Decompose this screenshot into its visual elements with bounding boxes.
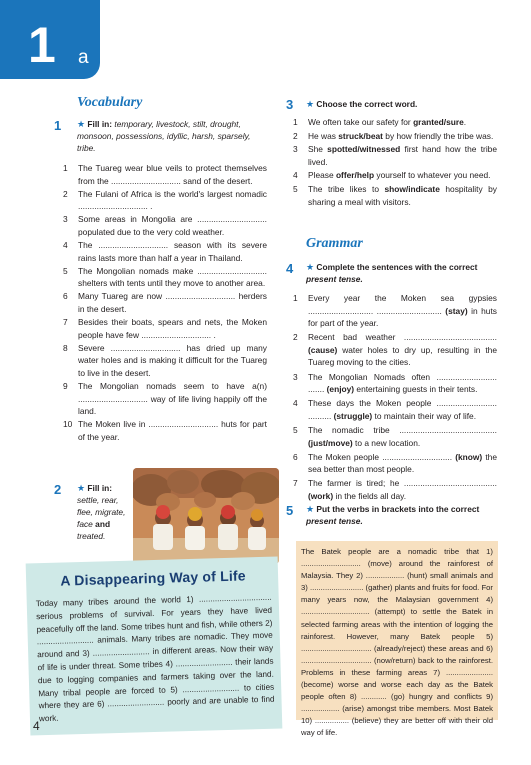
item-text-post: to maintain their way of life. <box>372 410 477 421</box>
star-icon: ★ <box>77 119 86 129</box>
item-text-pre: The Moken people .............................. <box>308 451 456 462</box>
item-text: The Moken live in .............................. huts for part of the year. <box>78 419 267 442</box>
item-number: 4 <box>293 398 298 409</box>
item-text-bold: (struggle) <box>333 410 373 421</box>
exercise-4-tense: present tense. <box>306 274 363 284</box>
item-text-pre: The nomadic tribe .......................................... <box>308 424 497 435</box>
exercise-5-number: 5 <box>286 503 294 518</box>
item-text-bold: (work) <box>308 490 334 501</box>
item-text-pre: Please <box>308 170 336 181</box>
item-text: The .............................. season with its severe rains lasts more than half a year in Thailand. <box>78 240 267 263</box>
list-item <box>293 143 497 168</box>
item-number: 2 <box>293 130 298 141</box>
item-text-bold: (stay) <box>445 305 468 316</box>
list-item <box>63 239 267 264</box>
item-text-pre: Every year the Moken sea gypsies ............................ ............................ <box>308 293 497 316</box>
item-number: 7 <box>63 317 68 328</box>
item-text <box>308 371 497 396</box>
item-text-post: first hand how the tribe lived. <box>308 144 497 167</box>
list-item <box>63 380 267 418</box>
item-text-pre: He was <box>308 130 339 141</box>
star-icon: ★ <box>306 262 315 272</box>
item-number: 6 <box>293 451 298 462</box>
exercise-1-number: 1 <box>54 118 62 133</box>
star-icon: ★ <box>306 504 315 514</box>
item-text-bold: (cause) <box>308 344 338 355</box>
item-text-pre: The farmer is tired; he ........................................ <box>308 478 497 489</box>
exercise-5-instruction-text: Put the verbs in brackets into the correct <box>316 504 480 514</box>
item-number: 5 <box>293 183 298 194</box>
item-number: 5 <box>63 265 68 276</box>
exercise-4-list <box>293 292 497 504</box>
item-text-bold: struck/beat <box>338 130 383 141</box>
story-text: Today many tribes around the world 1) ................................ serious problems of survival. For years they have lived peacefully off the land. Some tribes hunt and fish, while others 2) ......................... animals. Many tribes are nomadic. They move around and 3) ......................... in different areas. Now their way of life is under threat. Some tribes 4) ......................... their lands due to logging companies and farmers taking over the land. Many tribal people are forced to 5) ......................... to cities where they are 6) ......................... poorly and are unable to find work. <box>35 592 275 724</box>
exercise-4-instruction-text: Complete the sentences with the correct <box>316 262 478 272</box>
item-text: The Mongolian nomads seem to have a(n) .............................. way of life living happily off the land. <box>78 381 267 417</box>
item-text: Some areas in Mongolia are .............................. populated due to the very cold weather. <box>78 214 267 237</box>
item-text: Besides their boats, spears and nets, the Moken people have few .............................. . <box>78 317 267 340</box>
exercise-1-instruction-text: Fill in: <box>87 119 113 129</box>
exercise-2-word-list: settle, rear, flee, migrate, face <box>77 495 126 529</box>
item-text-bold: show/indicate <box>384 183 440 194</box>
exercise-2-number: 2 <box>54 482 62 497</box>
exercise-3-instruction-text: Choose the correct word. <box>316 99 418 109</box>
item-number: 1 <box>293 117 298 127</box>
exercise-2-instruction-text: Fill in: <box>87 483 113 493</box>
item-text-bold: offer/help <box>335 170 375 181</box>
star-icon: ★ <box>306 99 315 109</box>
tribe-camels-image <box>133 468 279 564</box>
batek-text: The Batek people are a nomadic tribe that 1) ............................ (move) around the rainforest of Malaysia. They 2) .................. (hunt) small animals and 3) ......................... (gather) plants and fruits for food. For many years now, the Malaysian government 4) ................................ (attempt) to settle the Batek in selected farming areas with the intention of logging the rainforest. However, many Batek people 5) ................................. (already/reject) these areas and 6) ................................. (now/return) back to the rainforest. Problems in these farming areas 7) ...................... (become) worse and worse each day as the Batek people often 8) ............ (go) hungry and conflicts 9) .................. (arise) amongst tribe members. Most Batek 10) ................ (believe) they are better off with their old way of life. <box>301 547 493 738</box>
list-item <box>293 477 497 502</box>
item-number: 4 <box>293 170 298 181</box>
list-item <box>63 213 267 238</box>
item-text-pre: Recent bad weather ........................................ <box>308 332 497 343</box>
item-number: 3 <box>293 144 298 155</box>
exercise-1-list <box>63 162 267 444</box>
item-text-pre: She <box>308 144 328 155</box>
list-item <box>293 292 497 330</box>
item-text-post: water holes to dry up, resulting in the Tuareg moving to the cities. <box>308 344 497 368</box>
story-box <box>26 557 283 736</box>
item-number: 9 <box>63 381 68 392</box>
exercise-5-tense: present tense. <box>306 516 363 526</box>
list-item <box>63 418 267 443</box>
item-text-bold: (enjoy) <box>326 384 355 395</box>
unit-tab <box>0 0 100 79</box>
item-number: 1 <box>293 293 298 303</box>
list-item <box>63 188 267 213</box>
batek-box <box>296 541 498 738</box>
item-number: 1 <box>63 163 68 173</box>
list-item <box>293 116 497 129</box>
item-text-post: to a new location. <box>352 437 421 448</box>
item-text-bold: spotted/witnessed <box>327 144 401 155</box>
page-number: 4 <box>33 719 40 733</box>
item-text <box>308 477 497 502</box>
grammar-title: Grammar <box>306 236 363 251</box>
item-number: 3 <box>63 214 68 225</box>
item-text: Severe .............................. has dried up many water holes and is making it difficult for the Tuareg to live in the desert. <box>78 342 267 378</box>
list-item <box>293 331 497 369</box>
list-item <box>293 183 497 208</box>
item-number: 6 <box>63 291 68 302</box>
item-text-post: by how friendly the tribe was. <box>382 130 494 141</box>
item-text <box>308 397 497 422</box>
item-number: 2 <box>63 188 68 199</box>
item-text-pre: These days the Moken people .......................... .......... <box>308 398 497 421</box>
item-number: 10 <box>63 419 73 430</box>
list-item <box>63 162 267 187</box>
item-number: 5 <box>293 424 298 435</box>
list-item <box>293 424 497 449</box>
item-text <box>308 451 497 476</box>
item-text-pre: The Mongolian Nomads often .......................... ....... <box>308 371 497 395</box>
exercise-3-list <box>293 116 497 209</box>
item-text <box>308 116 497 129</box>
story-title: A Disappearing Way of Life <box>60 567 246 589</box>
item-text-post: yourself to whatever you need. <box>374 170 491 181</box>
list-item <box>293 451 497 476</box>
exercise-2-instruction <box>77 482 132 542</box>
item-text <box>308 169 497 182</box>
item-number: 3 <box>293 371 298 382</box>
item-text-post: the sea better than most people. <box>308 451 497 475</box>
exercise-1-instruction <box>77 118 267 154</box>
item-text-bold: (know) <box>455 451 483 462</box>
item-text <box>308 183 497 208</box>
item-text-post: in the fields all day. <box>333 490 407 501</box>
item-text-post: hospitality by sharing a meal with visitors. <box>308 183 497 207</box>
item-text: Many Tuareg are now .............................. herders in the desert. <box>78 291 267 315</box>
list-item <box>63 265 267 290</box>
star-icon: ★ <box>77 483 86 493</box>
list-item <box>63 342 267 380</box>
item-number: 8 <box>63 342 68 353</box>
vocabulary-title: Vocabulary <box>77 95 143 110</box>
item-text-post: in huts for part of the year. <box>308 305 497 329</box>
exercise-3-instruction <box>306 98 496 110</box>
item-text: The Tuareg wear blue veils to protect themselves from the .............................. sand of the desert. <box>78 163 267 186</box>
exercise-2-last-word: treated. <box>77 531 106 541</box>
list-item <box>293 397 497 422</box>
item-text-pre: The tribe likes to <box>308 183 385 194</box>
item-text <box>308 292 497 330</box>
unit-letter: a <box>78 47 89 68</box>
exercise-4-instruction <box>306 261 498 285</box>
item-number: 7 <box>293 478 298 489</box>
item-text-bold: granted/sure <box>413 117 464 127</box>
exercise-1-word-list: temporary, livestock, stilt, drought, monsoon, possessions, idyllic, harsh, sparsely, tribe. <box>77 119 251 153</box>
item-text: The Fulani of Africa is the world's largest nomadic .............................. . <box>78 188 267 212</box>
item-text-post: . <box>463 117 467 127</box>
list-item <box>63 316 267 341</box>
tribe-camels-photo <box>133 468 279 564</box>
item-text: The Mongolian nomads make .............................. shelters with tents until they move to another area. <box>78 265 267 289</box>
list-item <box>293 371 497 396</box>
list-item <box>63 290 267 315</box>
exercise-4-number: 4 <box>286 261 294 276</box>
item-number: 2 <box>293 332 298 343</box>
item-text-bold: (just/move) <box>308 437 353 448</box>
exercise-5-instruction <box>306 503 498 527</box>
exercise-3-number: 3 <box>286 97 294 112</box>
exercise-2-and: and <box>95 519 111 529</box>
list-item <box>293 130 497 143</box>
item-text <box>308 331 497 369</box>
item-number: 4 <box>63 240 68 251</box>
unit-number: 1 <box>28 17 56 73</box>
item-text <box>308 424 497 449</box>
item-text-pre: We often take our safety for <box>308 117 414 127</box>
list-item <box>293 169 497 182</box>
item-text-post: entertaining guests in their tents. <box>354 384 478 395</box>
item-text <box>308 143 497 168</box>
item-text <box>308 130 497 143</box>
